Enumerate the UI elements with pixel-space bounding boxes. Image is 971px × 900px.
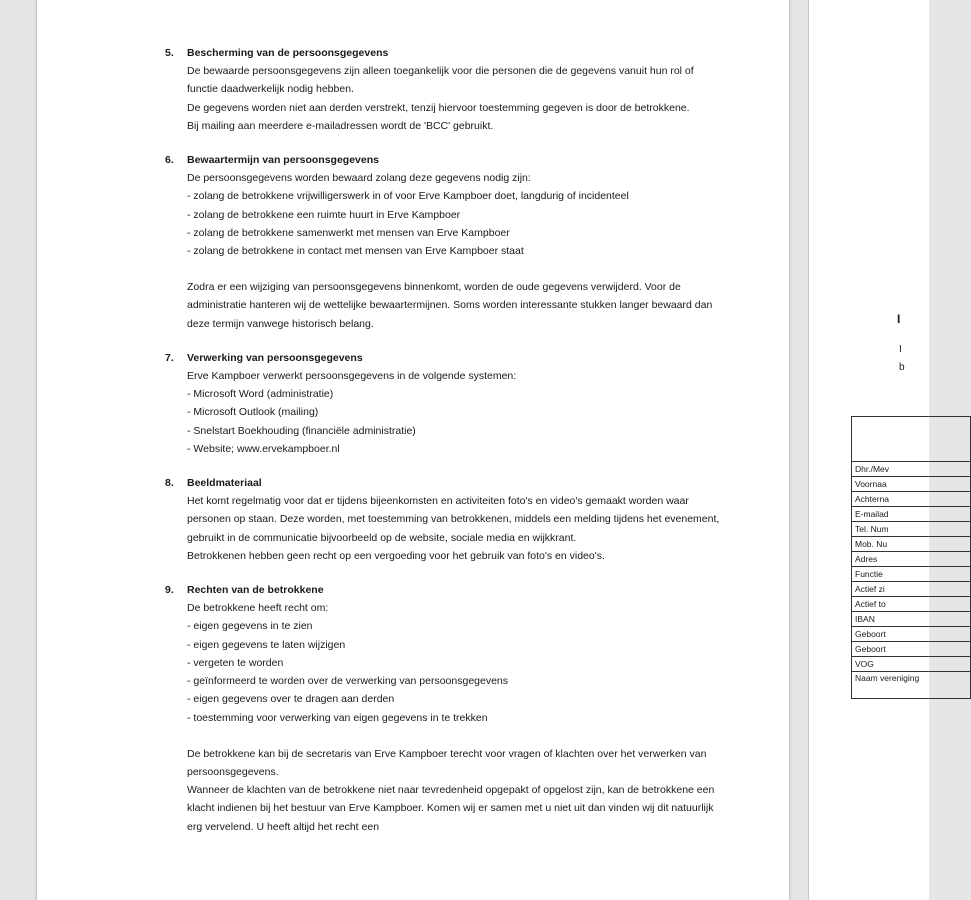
paragraph-line: - Website; www.ervekampboer.nl [187,442,340,455]
section-number: 5. [165,47,174,59]
table-row [852,537,971,552]
paragraph-line: Bij mailing aan meerdere e-mailadressen wordt de 'BCC' gebruikt. [187,119,494,132]
paragraph-line: De gegevens worden niet aan derden verstrekt, tenzij hiervoor toestemming gegeven is door de betrokkene. [187,101,690,114]
table-row [852,507,971,522]
blank-line [187,727,725,745]
table-row [852,582,971,597]
table-row [852,672,971,699]
paragraph-line: - toestemming voor verwerking van eigen gegevens in te trekken [187,711,488,724]
table-row [852,567,971,582]
paragraph-line: - geïnformeerd te worden over de verwerking van persoonsgegevens [187,675,509,688]
table-cell: Dhr./Mev [852,462,971,477]
table-cell: Achterna [852,492,971,507]
paragraph-line: Wanneer de klachten van de betrokkene niet naar tevredenheid opgepakt of opgelost zijn, kan de betrokkene een klacht indienen bij het bestuur van Erve Kampboer. Komen wij er samen met u niet uit dan vinden wij dit natuurlijk erg vervelend. U heeft altijd het recht een [187,784,715,833]
section-title: Beeldmateriaal [187,477,262,490]
table-cell: Voornaa [852,477,971,492]
paragraph-line: - Microsoft Word (administratie) [187,388,334,401]
table-row [852,492,971,507]
table-row [852,462,971,477]
document-page [36,0,790,900]
side-paragraph: I [899,344,902,355]
paragraph-line: - Snelstart Boekhouding (financiële administratie) [187,424,416,437]
paragraph-line: - zolang de betrokkene vrijwilligerswerk in of voor Erve Kampboer doet, langdurig of incidenteel [187,190,629,203]
paragraph-line: - zolang de betrokkene een ruimte huurt in Erve Kampboer [187,208,461,221]
table-cell: Actief to [852,597,971,612]
table-cell: Actief zi [852,582,971,597]
table-cell: Functie [852,567,971,582]
paragraph-line: - zolang de betrokkene in contact met mensen van Erve Kampboer staat [187,245,524,258]
paragraph-line: - vergeten te worden [187,656,284,669]
table-cell: Mob. Nu [852,537,971,552]
section-9 [165,581,725,836]
table-row [852,552,971,567]
table-cell: Naam vereniging [852,672,971,699]
table-row [852,597,971,612]
paragraph-line: Betrokkenen hebben geen recht op een vergoeding voor het gebruik van foto's en video's. [187,549,605,562]
blank-line [187,260,725,278]
paragraph-line: - eigen gegevens te laten wijzigen [187,638,346,651]
section-title: Rechten van de betrokkene [187,584,324,597]
document-body [165,44,725,852]
section-number: 8. [165,477,174,490]
table-cell: VOG [852,657,971,672]
paragraph-line: Het komt regelmatig voor dat er tijdens bijeenkomsten en activiteiten foto's en video's gemaakt worden waar personen op staan. Deze worden, met toestemming van betrokkenen, middels een melding tijdens het evenement, gebruikt in de communicatie bijvoorbeeld op de website, sociale media en wijkkrant. [187,495,720,544]
section-title: Bewaartermijn van persoonsgegevens [187,154,379,167]
table-row [852,612,971,627]
side-heading: I [897,312,901,326]
paragraph-line: - eigen gegevens in te zien [187,620,313,633]
table-row [852,627,971,642]
table-cell: Tel. Num [852,522,971,537]
table-row [852,642,971,657]
paragraph-line: Erve Kampboer verwerkt persoonsgegevens in de volgende systemen: [187,370,517,383]
section-number: 6. [165,154,174,167]
personal-data-table [851,416,971,699]
paragraph-line: - zolang de betrokkene samenwerkt met mensen van Erve Kampboer [187,226,510,239]
section-5 [165,44,725,135]
document-page-next [808,0,929,900]
section-8 [165,474,725,565]
table-cell [852,417,971,462]
side-paragraph: b [899,362,905,373]
paragraph-line: - Microsoft Outlook (mailing) [187,406,319,419]
paragraph-line: De betrokkene heeft recht om: [187,602,329,615]
section-6 [165,151,725,333]
section-7 [165,349,725,458]
table-cell: Geboort [852,627,971,642]
section-title: Bescherming van de persoonsgegevens [187,47,389,59]
paragraph-line: De bewaarde persoonsgegevens zijn alleen toegankelijk voor die personen die de gegevens vanuit hun rol of functie daadwerkelijk nodig hebben. [187,65,694,96]
table-cell: Adres [852,552,971,567]
table-cell: IBAN [852,612,971,627]
paragraph-line: Zodra er een wijziging van persoonsgegevens binnenkomt, worden de oude gegevens verwijderd. Voor de administratie hanteren wij de wettelijke bewaartermijnen. Soms worden interessante stukken langer bewaard dan deze termijn vanwege historisch belang. [187,281,713,330]
table-row [852,417,971,462]
paragraph-line: De betrokkene kan bij de secretaris van Erve Kampboer terecht voor vragen of klachten over het verwerken van persoonsgegevens. [187,747,707,778]
table-row [852,522,971,537]
table-cell: E-mailad [852,507,971,522]
section-number: 9. [165,584,174,597]
paragraph-line: - eigen gegevens over te dragen aan derden [187,693,395,706]
paragraph-line: De persoonsgegevens worden bewaard zolang deze gegevens nodig zijn: [187,172,531,185]
section-title: Verwerking van persoonsgegevens [187,351,363,364]
table-row [852,477,971,492]
table-cell: Geboort [852,642,971,657]
table-row [852,657,971,672]
section-number: 7. [165,351,174,364]
